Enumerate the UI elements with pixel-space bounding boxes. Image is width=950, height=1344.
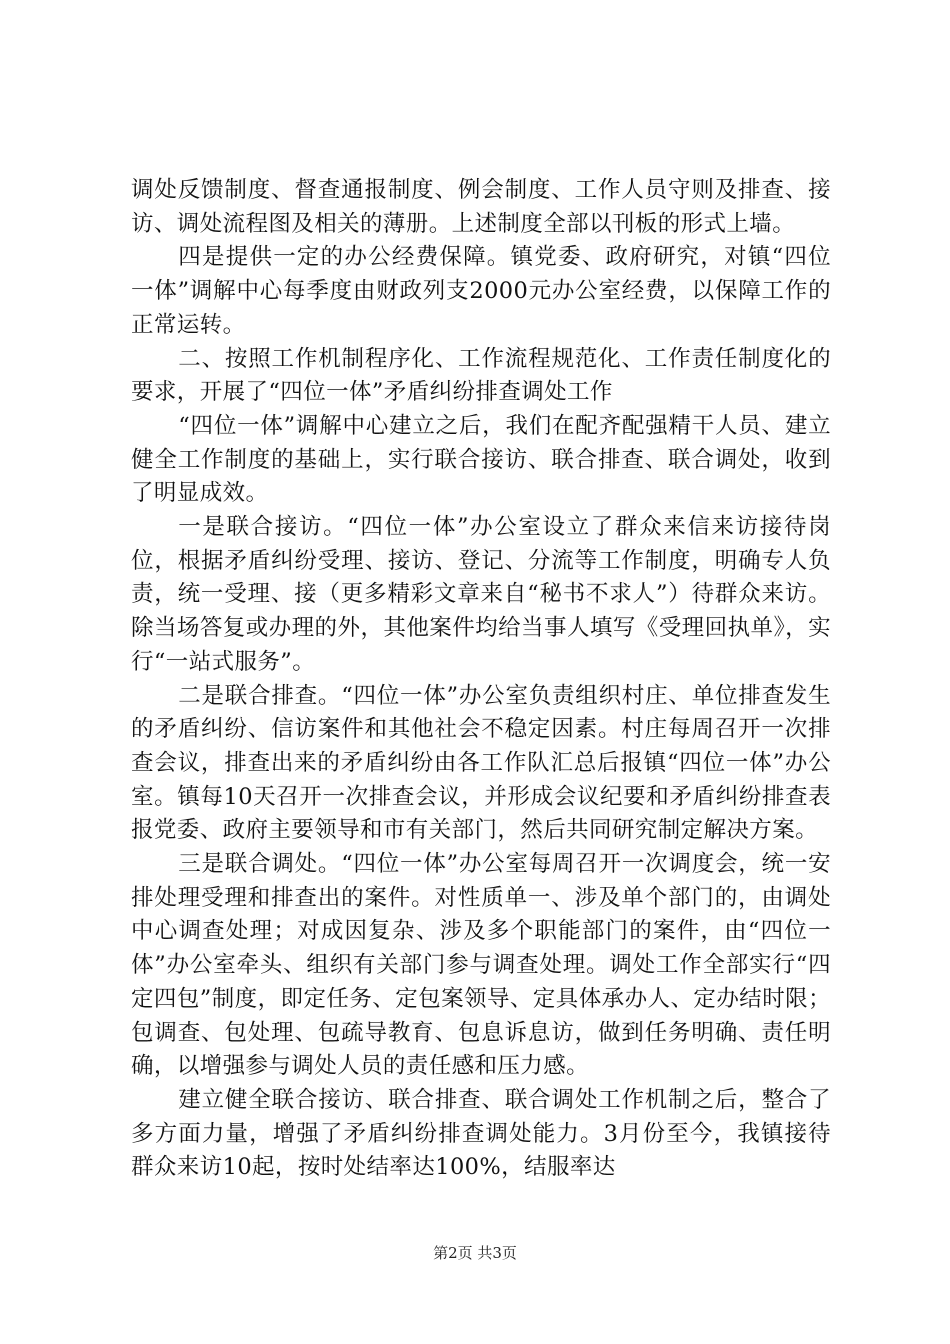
page-footer [0,1243,950,1263]
section-heading-2: 二、按照工作机制程序化、工作流程规范化、工作责任制度化的要求，开展了“四位一体”矛盾纠纷排查调处工作 [131,345,831,406]
document-body [131,174,831,1185]
paragraph-3: “四位一体”调解中心建立之后，我们在配齐配强精干人员、建立健全工作制度的基础上，实行联合接访、联合排查、联合调处，收到了明显成效。 [131,412,831,507]
paragraph-1: 调处反馈制度、督查通报制度、例会制度、工作人员守则及排查、接访、调处流程图及相关的薄册。上述制度全部以刊板的形式上墙。 [131,177,831,237]
paragraph-5: 二是联合排查。“四位一体”办公室负责组织村庄、单位排查发生的矛盾纠纷、信访案件和其他社会不稳定因素。村庄每周召开一次排查会议，排查出来的矛盾纠纷由各工作队汇总后报镇“四位一体”办公室。镇每10天召开一次排查会议，并形成会议纪要和矛盾纠纷排查表报党委、政府主要领导和市有关部门，然后共同研究制定解决方案。 [131,682,831,844]
paragraph-6: 三是联合调处。“四位一体”办公室每周召开一次调度会，统一安排处理受理和排查出的案件。对性质单一、涉及单个部门的，由调处中心调查处理；对成因复杂、涉及多个职能部门的案件，由“四位一体”办公室牵头、组织有关部门参与调查处理。调处工作全部实行“四定四包”制度，即定任务、定包案领导、定具体承办人、定办结时限；包调查、包处理、包疏导教育、包息诉息访，做到任务明确、责任明确，以增强参与调处人员的责任感和压力感。 [131,851,831,1080]
paragraph-2: 四是提供一定的办公经费保障。镇党委、政府研究，对镇“四位一体”调解中心每季度由财政列支2000元办公室经费，以保障工作的正常运转。 [131,244,831,338]
paragraph-7: 建立健全联合接访、联合排查、联合调处工作机制之后，整合了多方面力量，增强了矛盾纠纷排查调处能力。3月份至今，我镇接待群众来访10起，按时处结率达100%，结服率达 [131,1086,831,1181]
paragraph-4: 一是联合接访。“四位一体”办公室设立了群众来信来访接待岗位，根据矛盾纠纷受理、接访、登记、分流等工作制度，明确专人负责，统一受理、接（更多精彩文章来自“秘书不求人”）待群众来访。除当场答复或办理的外，其他案件均给当事人填写《受理回执单》，实行“一站式服务”。 [131,514,831,675]
page-number-label: 第2页 共3页 [433,1244,517,1262]
